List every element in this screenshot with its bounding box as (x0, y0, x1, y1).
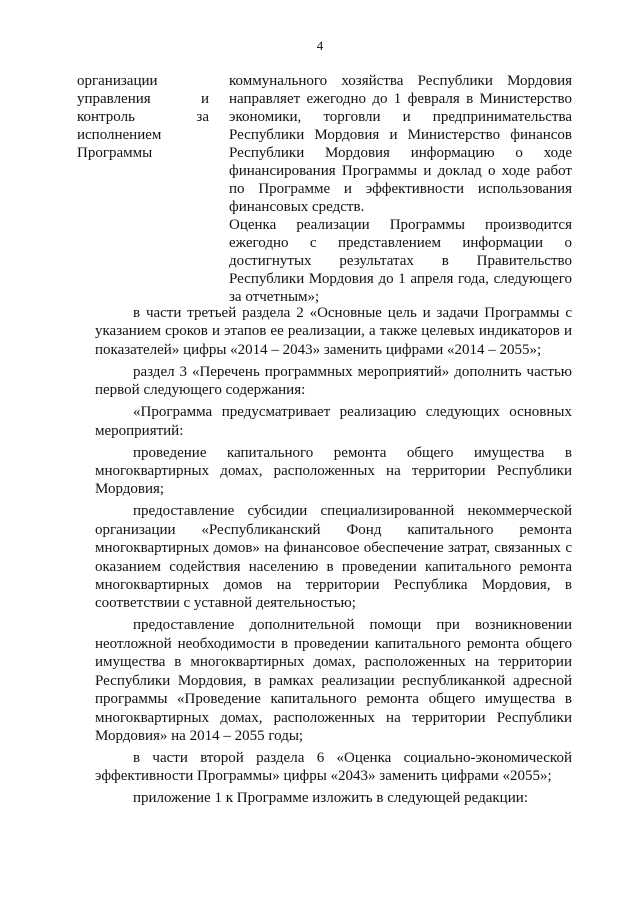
body-paragraph: в части третьей раздела 2 «Основные цель и задачи Программы с указанием сроков и этапов ее реализации, а также целевых индикаторов и показателей» цифры «2014 – 2043» заменить цифрами «2014 – 2055»; (95, 305, 572, 358)
left-cell-text: организации (77, 73, 158, 89)
body-paragraph: предоставление дополнительной помощи при возникновении неотложной необходимости в проведении капитального ремонта общего имущества в многоквартирных домах, расположенных на территории Республики Мордовия, в рамках реализации республиканкой адресной программы «Проведение капитального ремонта общего имущества в многоквартирных домах, расположенных на территории Республики Мордовия» на 2014 – 2055 годы; (95, 617, 572, 744)
left-cell-line (77, 126, 209, 144)
left-cell-line (77, 144, 209, 162)
document-body (95, 304, 572, 811)
body-paragraph: в части второй раздела 6 «Оценка социально-экономической эффективности Программы» цифры «2043» заменить цифрами «2055»; (95, 749, 572, 785)
left-cell-text-right: и (200, 91, 209, 107)
left-cell-text: управления (77, 91, 151, 107)
body-paragraph: предоставление субсидии специализированной некоммерческой организации «Республиканский Фонд капитального ремонта многоквартирных домов» на финансовое обеспечение затрат, связанных с оказанием содействия населению в проведении капитального ремонта многоквартирных домов на территории Республика Мордовия, в соответствии с уставной деятельностью; (95, 503, 572, 612)
body-paragraph: проведение капитального ремонта общего имущества в многоквартирных домах, расположенных на территории Республики Мордовия; (95, 444, 572, 498)
right-cell-paragraph: коммунального хозяйства Республики Мордовия направляет ежегодно до 1 февраля в Министерство экономики, торговли и предпринимательства Республики Мордовия и Министерство финансов Республики Мордовия информацию о ходе финансирования Программы и доклад о ходе работ по Программе и эффективности использования финансовых средств. (229, 73, 572, 215)
body-paragraph: раздел 3 «Перечень программных мероприятий» дополнить частью первой следующего содержания: (95, 363, 572, 399)
table-left-cell (77, 72, 209, 162)
table-right-cell (229, 72, 572, 306)
right-cell-paragraph: Оценка реализации Программы производится ежегодно с представлением информации о достигнутых результатах в Правительство Республики Мордовия до 1 апреля года, следующего за отчетным»; (229, 217, 572, 305)
left-cell-line (77, 90, 209, 108)
page-number: 4 (316, 38, 324, 53)
left-cell-line (77, 108, 209, 126)
left-cell-text: контроль (77, 109, 135, 125)
left-cell-line (77, 72, 209, 90)
left-cell-text-right: за (196, 109, 209, 125)
left-cell-text: Программы (77, 145, 153, 161)
body-paragraph: «Программа предусматривает реализацию следующих основных мероприятий: (95, 404, 572, 439)
left-cell-text: исполнением (77, 127, 162, 143)
body-paragraph: приложение 1 к Программе изложить в следующей редакции: (133, 790, 528, 807)
